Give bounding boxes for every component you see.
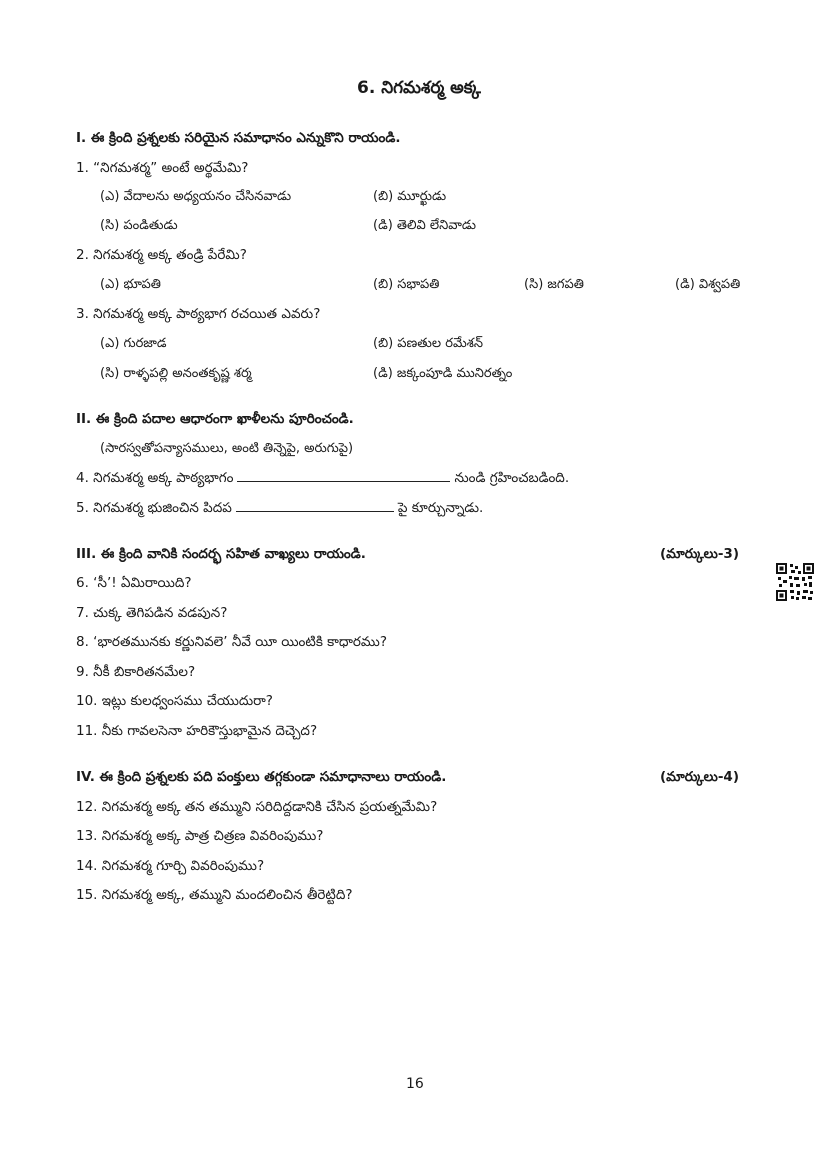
q3-option-d: (డి) జక్కంపూడి మునిరత్నం [373,366,513,381]
question-5 [76,500,483,519]
question-3: 3. నిగమశర్మ అక్క పాఠ్యభాగ రచయిత ఎవరు? [76,306,321,322]
qr-code [776,563,814,601]
page-title: 6. నిగమశర్మ అక్క [357,78,481,98]
question-1: 1. “నిగమశర్మ” అంటే అర్థమేమి? [76,160,249,176]
q3-option-a: (ఎ) గురజాడ [100,336,167,351]
section-4-marks: (మార్కులు-4) [660,769,739,785]
section-4-heading: IV. ఈ క్రింది ప్రశ్నలకు పది పంక్తులు తగ్గకుండా సమాధానాలు రాయండి. [76,769,447,785]
q1-option-d: (డి) తెలివి లేనివాడు [373,218,476,233]
section-2-word-hints: (సారస్వతోపన్యాసములు, అంటి తిన్నెపై, అరుగుపై) [100,441,354,456]
question-13: 13. నిగమశర్మ అక్క పాత్ర చిత్రణ వివరింపుము? [76,828,324,844]
section-3-heading: III. ఈ క్రింది వానికి సందర్భ సహిత వాఖ్యలు రాయండి. [76,546,366,562]
q3-option-c: (సి) రాళ్ళపల్లి అనంతకృష్ణ శర్మ [100,366,252,381]
q1-option-a: (ఎ) వేదాలను అధ్యయనం చేసినవాడు [100,189,292,204]
answer-blank-5[interactable] [236,510,394,512]
question-5-text-end: పై కూర్చున్నాడు. [397,500,484,516]
question-14: 14. నిగమశర్మ గూర్చి వివరింపుము? [76,858,265,874]
question-5-text: 5. నిగమశర్మ భుజించిన పిదప [76,500,232,516]
q2-option-b: (బి) సభాపతి [373,277,440,292]
question-11: 11. నీకు గావలసెనా హరికౌస్తుభామైన దెచ్చెద? [76,723,318,739]
question-15: 15. నిగమశర్మ అక్క, తమ్ముని మందలించిన తీరెట్టిది? [76,887,353,903]
question-4-text: 4. నిగమశర్మ అక్క పాఠ్యభాగం [76,470,234,486]
page-number: 16 [406,1076,424,1092]
question-6: 6. ‘సీ’! ఏమిరాయిది? [76,575,192,591]
question-12: 12. నిగమశర్మ అక్క తన తమ్ముని సరిదిద్దడానికి చేసిన ప్రయత్నమేమి? [76,799,438,815]
q2-option-a: (ఎ) భూపతి [100,277,161,292]
answer-blank-4[interactable] [237,480,450,482]
section-1-heading: I. ఈ క్రింది ప్రశ్నలకు సరియైన సమాధానం ఎన్నుకొని రాయండి. [76,130,401,146]
q1-option-b: (బి) మూర్ఖుడు [373,189,447,204]
q2-option-d: (డి) విశ్వపతి [675,277,741,292]
section-2-heading: II. ఈ క్రింది పదాల ఆధారంగా ఖాళీలను పూరించండి. [76,411,354,427]
question-4-text-end: నుండి గ్రహించబడింది. [454,470,570,486]
question-4 [76,470,569,489]
question-9: 9. నీకీ బికారితనమేల? [76,664,196,680]
q3-option-b: (బి) పణతుల రమేశన్ [373,336,483,351]
question-2: 2. నిగమశర్మ అక్క తండ్రి పేరేమి? [76,247,247,263]
q2-option-c: (సి) జగపతి [524,277,584,292]
q1-option-c: (సి) పండితుడు [100,218,178,233]
section-3-marks: (మార్కులు-3) [660,546,739,562]
question-10: 10. ఇట్లు కులధ్వంసము చేయుదురా? [76,693,273,709]
question-8: 8. ‘భారతమునకు కర్ణునివలె’ నీవే యీ యింటికి కాధారము? [76,634,388,650]
question-7: 7. చుక్క తెగిపడిన వడపున? [76,605,228,621]
